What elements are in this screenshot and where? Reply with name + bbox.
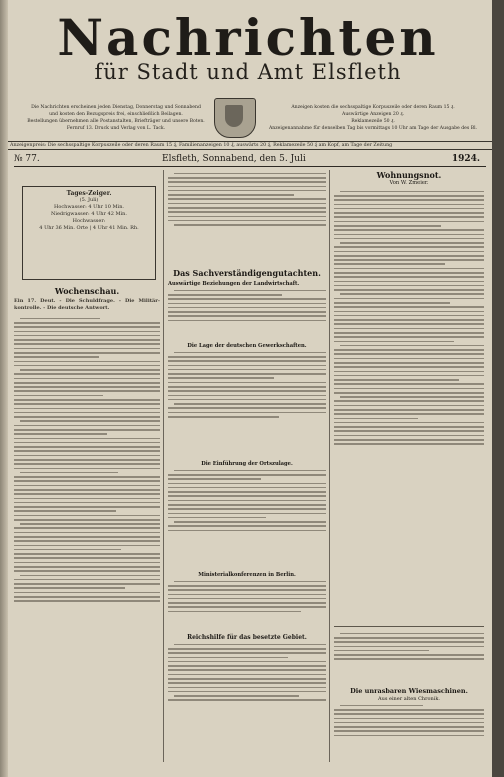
text-line: [168, 303, 326, 305]
text-line: [168, 491, 326, 493]
text-line: [14, 331, 160, 333]
text-line: [168, 525, 326, 527]
text-line: [14, 322, 160, 324]
text-line: [174, 470, 326, 472]
text-line: [334, 654, 484, 656]
text-line: [334, 388, 484, 390]
text-line: [174, 644, 326, 646]
text-line: [334, 379, 459, 381]
info-line: Reklamezeile 50 ₰.: [351, 119, 395, 124]
issue-date: Elsfleth, Sonnabend, den 5. Juli: [162, 154, 306, 164]
text-line: [20, 575, 160, 577]
text-line: [168, 399, 326, 401]
text-line: [168, 177, 326, 179]
tages-zeiger-line: (5. Juli): [79, 197, 99, 203]
text-line: [334, 422, 484, 424]
column-2-body-text: [168, 287, 326, 343]
text-line: [334, 713, 484, 715]
text-line: [168, 594, 326, 596]
text-line: [20, 523, 160, 525]
text-line: [174, 581, 326, 583]
tages-zeiger-line: 4 Uhr 36 Min. Orte | 4 Uhr 41 Min. Rh.: [39, 225, 139, 231]
text-line: [168, 220, 326, 222]
text-line: [168, 648, 326, 650]
column-2-body-text: [168, 467, 326, 572]
column-3-footer: [334, 630, 484, 762]
text-line: [14, 455, 160, 457]
text-line: [14, 442, 160, 444]
column-3-byline: Von W. Zmeier.: [389, 180, 429, 186]
text-line: [168, 203, 326, 205]
tages-zeiger-line: Niedrigwasser: 4 Uhr 42 Min.: [50, 211, 127, 217]
text-line: [334, 426, 484, 428]
text-line: [340, 396, 484, 398]
text-line: [14, 390, 160, 392]
text-line: [334, 341, 454, 343]
text-line: [334, 709, 484, 711]
text-line: [174, 403, 326, 405]
text-line: [168, 682, 326, 684]
column-3-footer-text: [334, 630, 484, 684]
text-line: [14, 459, 160, 461]
text-line: [168, 504, 326, 506]
text-line: [14, 450, 160, 452]
text-line: [14, 545, 160, 547]
text-line: [340, 293, 484, 295]
text-line: [174, 224, 326, 226]
column-2-subhead: Ministerialkonferenzen in Berlin.: [198, 572, 296, 578]
text-line: [14, 425, 160, 427]
text-line: [168, 598, 326, 600]
column-3-footer-text: [334, 702, 484, 762]
text-line: [14, 549, 121, 551]
text-line: [334, 400, 484, 402]
column-2-subhead: Auswärtige Beziehungen der Landwirtschaft.: [168, 281, 300, 287]
text-line: [168, 674, 326, 676]
section-divider: [334, 626, 484, 627]
text-line: [334, 730, 484, 732]
text-line: [20, 472, 118, 474]
text-line: [334, 443, 484, 445]
text-line: [334, 302, 450, 304]
text-line: [168, 298, 326, 300]
text-line: [334, 195, 484, 197]
text-line: [334, 246, 484, 248]
column-2-body-text: [168, 349, 326, 461]
column-2-lead-text: [168, 170, 326, 266]
text-line: [334, 418, 418, 420]
text-line: [334, 319, 484, 321]
text-line: [14, 416, 160, 418]
text-line: [14, 343, 160, 345]
text-line: [168, 483, 326, 485]
column-1-body-text: [14, 315, 160, 777]
text-line: [168, 320, 326, 322]
text-line: [168, 687, 326, 689]
text-line: [14, 553, 160, 555]
text-line: [14, 352, 160, 354]
text-line: [334, 238, 484, 240]
column-divider: [329, 170, 330, 762]
text-line: [334, 306, 484, 308]
text-line: [14, 502, 160, 504]
text-line: [14, 557, 160, 559]
text-line: [334, 199, 484, 201]
tages-zeiger-line: Hochwasser: 4 Uhr 10 Min.: [53, 204, 125, 210]
text-line: [14, 515, 160, 517]
column-2-subhead: Reichshilfe für das besetzte Gebiet.: [187, 634, 307, 641]
info-line: Auswärtige Anzeigen 20 ₰.: [342, 112, 404, 117]
text-line: [168, 294, 282, 296]
text-line: [14, 587, 125, 589]
text-line: [14, 361, 160, 363]
text-line: [174, 521, 326, 523]
text-line: [334, 735, 484, 737]
text-line: [168, 416, 279, 418]
text-line: [168, 194, 294, 196]
text-line: [174, 695, 299, 697]
text-line: [20, 420, 160, 422]
page-edge: [492, 0, 504, 777]
text-line: [334, 272, 484, 274]
text-line: [168, 513, 326, 515]
text-line: [334, 430, 484, 432]
text-line: [168, 412, 326, 414]
text-line: [14, 489, 160, 491]
text-line: [340, 191, 484, 193]
text-line: [334, 371, 484, 373]
text-line: [340, 345, 484, 347]
text-line: [334, 658, 484, 660]
text-line: [334, 362, 484, 364]
text-line: [334, 413, 484, 415]
column-divider: [163, 170, 164, 762]
column-3-heading: Wohnungsnot.: [376, 170, 442, 180]
text-line: [14, 540, 160, 542]
text-line: [334, 289, 484, 291]
text-line: [168, 530, 326, 532]
text-line: [168, 665, 326, 667]
text-line: [334, 392, 484, 394]
text-line: [14, 399, 160, 401]
text-line: [168, 517, 266, 519]
text-line: [334, 650, 429, 652]
text-line: [174, 290, 326, 292]
text-line: [334, 353, 484, 355]
text-line: [14, 356, 99, 358]
text-line: [334, 251, 484, 253]
text-line: [334, 212, 484, 214]
text-line: [14, 583, 160, 585]
text-line: [14, 433, 107, 435]
text-line: [334, 255, 484, 257]
text-line: [14, 429, 160, 431]
info-line: Die Nachrichten erscheinen jeden Dienstag, Donnerstag und Sonnabend: [31, 105, 201, 110]
text-line: [334, 263, 445, 265]
text-line: [168, 669, 326, 671]
text-line: [14, 485, 160, 487]
text-line: [168, 589, 326, 591]
text-line: [14, 480, 160, 482]
text-line: [334, 225, 441, 227]
text-line: [168, 386, 326, 388]
text-line: [334, 268, 484, 270]
text-line: [334, 311, 484, 313]
text-line: [14, 335, 160, 337]
text-line: [14, 386, 160, 388]
text-line: [334, 221, 484, 223]
text-line: [168, 407, 326, 409]
text-line: [334, 349, 484, 351]
column-3: [334, 170, 484, 608]
text-line: [340, 705, 423, 707]
text-line: [334, 409, 484, 411]
text-line: [20, 318, 100, 320]
text-line: [168, 216, 326, 218]
text-line: [334, 204, 484, 206]
text-line: [168, 360, 326, 362]
text-line: [168, 611, 301, 613]
text-line: [14, 403, 160, 405]
tages-zeiger-title: Tages-Zeiger.: [66, 190, 112, 197]
column-1-teaser: Ein 17. Deut. - Die Schuldfrage. - Die Militär-kontrolle. - Die deutsche Antwort.: [14, 298, 160, 311]
ad-rates-line: Anzeigenpreis: Die sechsspaltige Korpuszeile oder deren Raum 15 ₰, Familienanzeigen 10 ₰, auswärts 20 ₰, Reklamezeile 50 ₰ am Kopf, am Tage der Zeitung: [8, 141, 492, 150]
text-line: [14, 412, 160, 414]
tages-zeiger-box: [22, 186, 156, 280]
text-line: [168, 307, 326, 309]
text-line: [334, 332, 484, 334]
text-line: [334, 259, 484, 261]
text-line: [14, 476, 160, 478]
text-line: [168, 500, 326, 502]
text-line: [334, 726, 484, 728]
text-line: [168, 390, 326, 392]
text-line: [168, 474, 326, 476]
text-line: [334, 383, 484, 385]
text-line: [334, 323, 484, 325]
text-line: [334, 646, 484, 648]
text-line: [174, 352, 326, 354]
advertising-info: [268, 104, 478, 132]
text-line: [168, 190, 326, 192]
text-line: [168, 657, 288, 659]
text-line: [168, 508, 326, 510]
text-line: [334, 718, 484, 720]
text-line: [334, 229, 484, 231]
text-line: [14, 498, 160, 500]
text-line: [168, 315, 326, 317]
text-line: [14, 532, 160, 534]
text-line: [20, 369, 160, 371]
text-line: [168, 311, 326, 313]
column-3-body-text: [334, 188, 484, 608]
text-line: [168, 356, 326, 358]
text-line: [168, 606, 326, 608]
text-line: [14, 339, 160, 341]
issue-year: 1924.: [451, 154, 480, 164]
text-line: [168, 198, 326, 200]
text-line: [168, 478, 261, 480]
text-line: [14, 596, 160, 598]
text-line: [168, 181, 326, 183]
text-line: [168, 373, 326, 375]
column-3-footer-sub: Aus einer alten Chronik.: [378, 696, 440, 702]
text-line: [334, 276, 484, 278]
text-line: [14, 468, 160, 470]
text-line: [334, 281, 484, 283]
tages-zeiger-line: Hochwasser:: [72, 218, 106, 224]
text-line: [168, 186, 326, 188]
text-line: [334, 405, 484, 407]
text-line: [334, 216, 484, 218]
text-line: [14, 527, 160, 529]
text-line: [168, 487, 326, 489]
text-line: [168, 395, 326, 397]
text-line: [168, 207, 326, 209]
column-1-heading: Wochenschau.: [54, 286, 120, 296]
text-line: [168, 699, 326, 701]
info-line: Anzeigen kosten die sechsspaltige Korpuszeile oder deren Raum 15 ₰.: [291, 105, 455, 110]
text-line: [334, 366, 484, 368]
masthead: [10, 10, 486, 100]
column-2-heading: Das Sachverständigengutachten.: [173, 268, 321, 278]
text-line: [168, 369, 326, 371]
text-line: [14, 395, 103, 397]
text-line: [168, 661, 326, 663]
town-crest-icon: [214, 98, 256, 138]
text-line: [334, 234, 484, 236]
text-line: [334, 439, 484, 441]
text-line: [168, 495, 326, 497]
text-line: [334, 315, 484, 317]
page-binding: [0, 0, 8, 777]
text-line: [14, 463, 160, 465]
newspaper-title: Nachrichten: [57, 8, 439, 67]
text-line: [14, 506, 160, 508]
text-line: [340, 242, 484, 244]
text-line: [14, 570, 160, 572]
newspaper-subtitle: für Stadt und Amt Elsfleth: [94, 60, 402, 84]
column-2: [168, 170, 326, 739]
column-2-subhead: Die Einführung der Ortszulage.: [201, 461, 293, 467]
info-line: Anzeigenannahme für denselben Tag bis vormittags 10 Uhr am Tage der Ausgabe des Bl.: [268, 126, 478, 131]
text-line: [334, 375, 484, 377]
text-line: [14, 365, 160, 367]
text-line: [14, 408, 160, 410]
info-line: Fernruf 13. Druck und Verlag von L. Tack.: [66, 126, 166, 131]
text-line: [14, 566, 160, 568]
text-line: [14, 373, 160, 375]
text-line: [168, 382, 326, 384]
text-line: [168, 678, 326, 680]
text-line: [340, 633, 484, 635]
dateline: [14, 154, 486, 167]
text-line: [14, 326, 160, 328]
text-line: [14, 600, 160, 602]
column-2-body-text: [168, 578, 326, 634]
text-line: [334, 358, 484, 360]
text-line: [14, 348, 160, 350]
text-line: [14, 592, 160, 594]
info-line: und kosten den Bezugspreis frei, einschließlich Beilagen.: [49, 112, 183, 117]
text-line: [14, 562, 160, 564]
text-line: [168, 585, 326, 587]
text-line: [14, 446, 160, 448]
text-line: [334, 285, 484, 287]
text-line: [14, 579, 160, 581]
column-2-body-text: [168, 641, 326, 739]
text-line: [14, 519, 160, 521]
text-line: [334, 298, 484, 300]
text-line: [14, 510, 116, 512]
text-line: [14, 438, 160, 440]
info-line: Bestellungen übernehmen alle Postanstalten, Briefträger und unsere Boten.: [27, 119, 205, 124]
text-line: [174, 173, 326, 175]
column-3-footer-heading: Die unrasbaren Wiesmaschinen.: [350, 687, 468, 695]
text-line: [334, 641, 484, 643]
subscription-info: [16, 104, 216, 132]
text-line: [334, 722, 484, 724]
column-2-subhead: Die Lage der deutschen Gewerkschaften.: [187, 343, 307, 349]
text-line: [168, 365, 326, 367]
text-line: [168, 602, 326, 604]
text-line: [168, 652, 326, 654]
text-line: [334, 208, 484, 210]
text-line: [168, 211, 326, 213]
text-line: [14, 378, 160, 380]
text-line: [334, 637, 484, 639]
text-line: [334, 336, 484, 338]
text-line: [14, 536, 160, 538]
column-1: [14, 286, 160, 777]
text-line: [14, 382, 160, 384]
text-line: [14, 493, 160, 495]
text-line: [168, 691, 326, 693]
issue-number: № 77.: [14, 154, 40, 164]
text-line: [334, 435, 484, 437]
text-line: [168, 377, 274, 379]
text-line: [334, 328, 484, 330]
